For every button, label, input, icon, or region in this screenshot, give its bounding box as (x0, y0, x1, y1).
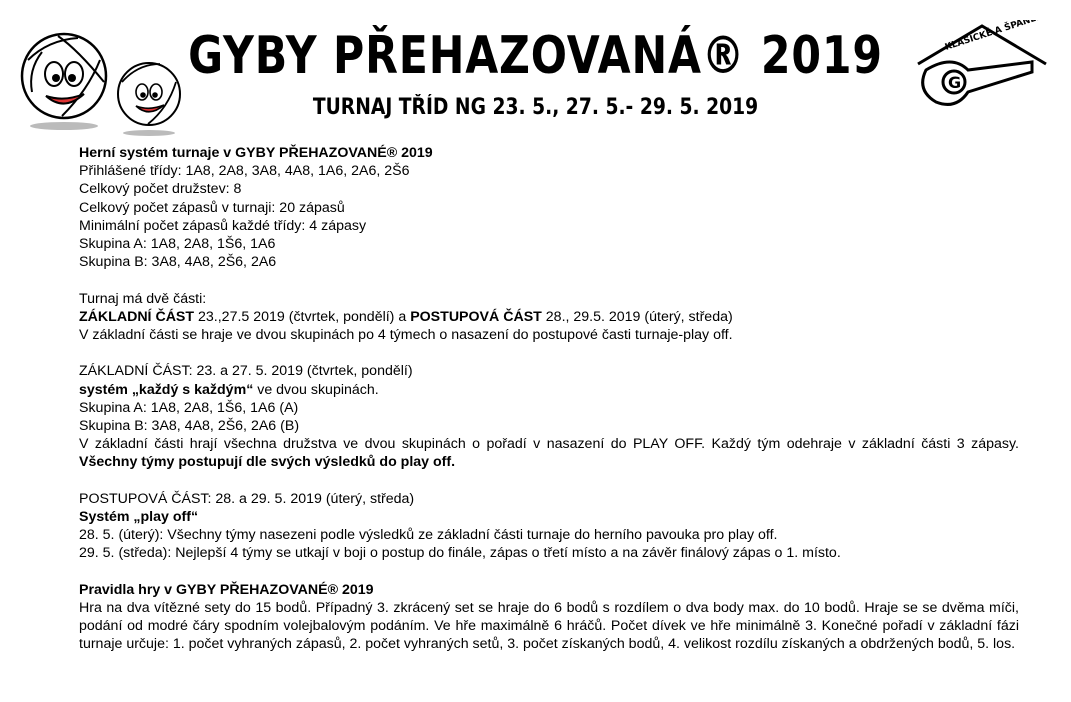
playoff-day1: 28. 5. (úterý): Všechny týmy nasezeni podle výsledků ze základní části turnaje do herního pavouka pro play off. (79, 527, 778, 544)
playoff-heading: POSTUPOVÁ ČÁST: 28. a 29. 5. 2019 (úterý, středa) (79, 490, 415, 507)
rules-heading: Pravidla hry v GYBY PŘEHAZOVANÉ® 2019 (79, 581, 374, 598)
system-line: Skupina A: 1A8, 2A8, 1Š6, 1A6 (79, 236, 276, 253)
system-heading: Herní systém turnaje v GYBY PŘEHAZOVANÉ® 2019 (79, 145, 433, 161)
playoff-system: Systém „play off“ (79, 509, 199, 526)
basic-heading: ZÁKLADNÍ ČÁST: 23. a 27. 5. 2019 (čtvrtek, pondělí) (79, 363, 413, 380)
system-line: Minimální počet zápasů každé třídy: 4 zápasy (79, 217, 367, 234)
system-line: Celkový počet družstev: 8 (79, 181, 242, 198)
parts-note: V základní části se hraje ve dvou skupinách po 4 týmech o nasazení do postupové časti turnaje-play off. (79, 327, 733, 344)
basic-system: systém „každý s každým“ ve dvou skupinách. (79, 381, 379, 398)
rules-text: Hra na dva vítězné sety do 15 bodů. Případný 3. zkrácený set se hraje do 6 bodů s rozdílem o dva body max. do 10 bodů. Hraje se se dvěma míči, podání od modré čáry spodním volejbalovým podáním. Ve hře maximálně 6 hráčů. Počet dívek ve hře minimálně 3. Konečné pořadí v základní fázi turnaje určuje: 1. počet vyhraných zápasů, 2. počet vyhraných setů, 3. počet získaných bodů, 4. velikost rozdílu získaných a obdržených bodů, 5. los. (79, 600, 1019, 653)
svg-text:G: G (948, 73, 962, 92)
school-logo (912, 20, 1052, 115)
basic-description: V základní části hrají všechna družstva ve dvou skupinách o pořadí v nasazení do PLAY OFF. Každý tým odehraje v základní části 3 zápasy. Všechny týmy postupují dle svých výsledků do play off. (79, 436, 1019, 471)
playoff-day2: 29. 5. (středa): Nejlepší 4 týmy se utkají v boji o postup do finále, zápas o třetí místo a na závěr finálový zápas o 1. místo. (79, 545, 841, 562)
svg-text:KLASICKÉ A ŠPANĚLSKÉ: KLASICKÉ A ŠPANĚLSKÉ (943, 20, 1052, 53)
page-subtitle: TURNAJ TŘÍD NG 23. 5., 27. 5.- 29. 5. 2019 (312, 95, 759, 120)
system-line: Skupina B: 3A8, 4A8, 2Š6, 2A6 (79, 254, 277, 271)
basic-group-b: Skupina B: 3A8, 4A8, 2Š6, 2A6 (B) (79, 418, 300, 435)
parts-intro: Turnaj má dvě části: (79, 290, 207, 307)
document-body (79, 144, 1019, 654)
guitar-logo-icon (912, 20, 1052, 110)
page-title: GYBY PŘEHAZOVANÁ® 2019 (188, 26, 883, 86)
system-line: Přihlášené třídy: 1A8, 2A8, 3A8, 4A8, 1A6, 2A6, 2Š6 (79, 163, 410, 180)
system-line: Celkový počet zápasů v turnaji: 20 zápasů (79, 199, 345, 216)
basic-group-a: Skupina A: 1A8, 2A8, 1Š6, 1A6 (A) (79, 399, 299, 416)
parts-summary: ZÁKLADNÍ ČÁST 23.,27.5 2019 (čtvrtek, pondělí) a POSTUPOVÁ ČÁST 28., 29.5. 2019 (úterý, středa) (79, 308, 733, 325)
